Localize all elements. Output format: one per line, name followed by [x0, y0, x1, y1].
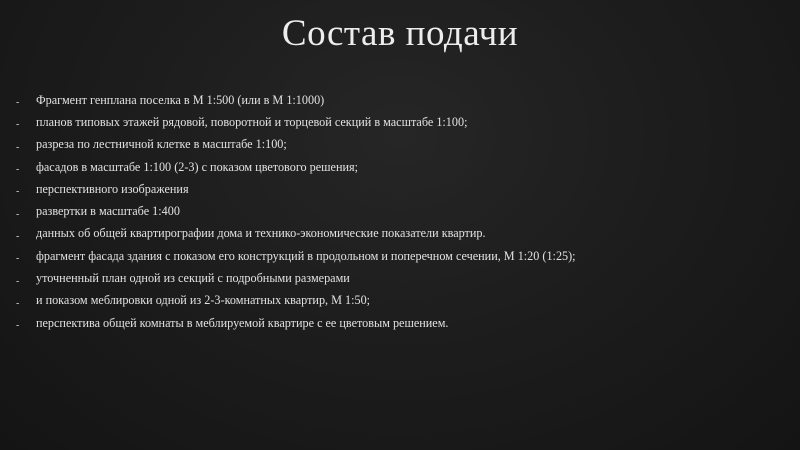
bullet-dash-icon: - — [16, 275, 20, 287]
list-item — [16, 200, 786, 222]
list-item-text: и показом меблировки одной из 2-3-комнатных квартир, М 1:50; — [36, 293, 371, 308]
bullet-dash-icon: - — [16, 253, 20, 265]
bullet-dash-icon: - — [16, 186, 20, 198]
bullet-list — [16, 89, 786, 334]
list-item — [16, 290, 786, 312]
list-item-text: разреза по лестничной клетке в масштабе 1:100; — [36, 137, 287, 152]
bullet-dash-icon: - — [16, 230, 20, 242]
list-item-text: фрагмент фасада здания с показом его конструкций в продольном и поперечном сечении, М 1:20 (1:25); — [36, 248, 576, 263]
bullet-dash-icon: - — [16, 320, 20, 332]
bullet-dash-icon: - — [16, 119, 20, 131]
list-item-text: фасадов в масштабе 1:100 (2-3) с показом цветового решения; — [36, 159, 358, 174]
list-item-text: Фрагмент генплана поселка в М 1:500 (или в М 1:1000) — [36, 92, 325, 107]
list-item — [16, 111, 786, 133]
list-item — [16, 223, 786, 245]
bullet-dash-icon: - — [16, 208, 20, 220]
bullet-dash-icon: - — [16, 97, 20, 109]
list-item — [16, 312, 786, 334]
list-item — [16, 245, 786, 267]
bullet-dash-icon: - — [16, 141, 20, 153]
list-item-text: развертки в масштабе 1:400 — [36, 204, 180, 219]
slide-title: Состав подачи — [281, 13, 519, 54]
list-item — [16, 156, 786, 178]
bullet-dash-icon: - — [16, 297, 20, 309]
list-item-text: планов типовых этажей рядовой, поворотной и торцевой секций в масштабе 1:100; — [36, 114, 468, 129]
list-item-text: перспектива общей комнаты в меблируемой квартире с ее цветовым решением. — [36, 315, 449, 330]
list-item — [16, 267, 786, 289]
list-item — [16, 134, 786, 156]
list-item-text: перспективного изображения — [36, 181, 189, 196]
list-item — [16, 89, 786, 111]
list-item-text: данных об общей квартирографии дома и технико-экономические показатели квартир. — [36, 226, 486, 241]
list-item-text: уточненный план одной из секций с подробными размерами — [36, 271, 350, 286]
list-item — [16, 178, 786, 200]
bullet-dash-icon: - — [16, 164, 20, 176]
